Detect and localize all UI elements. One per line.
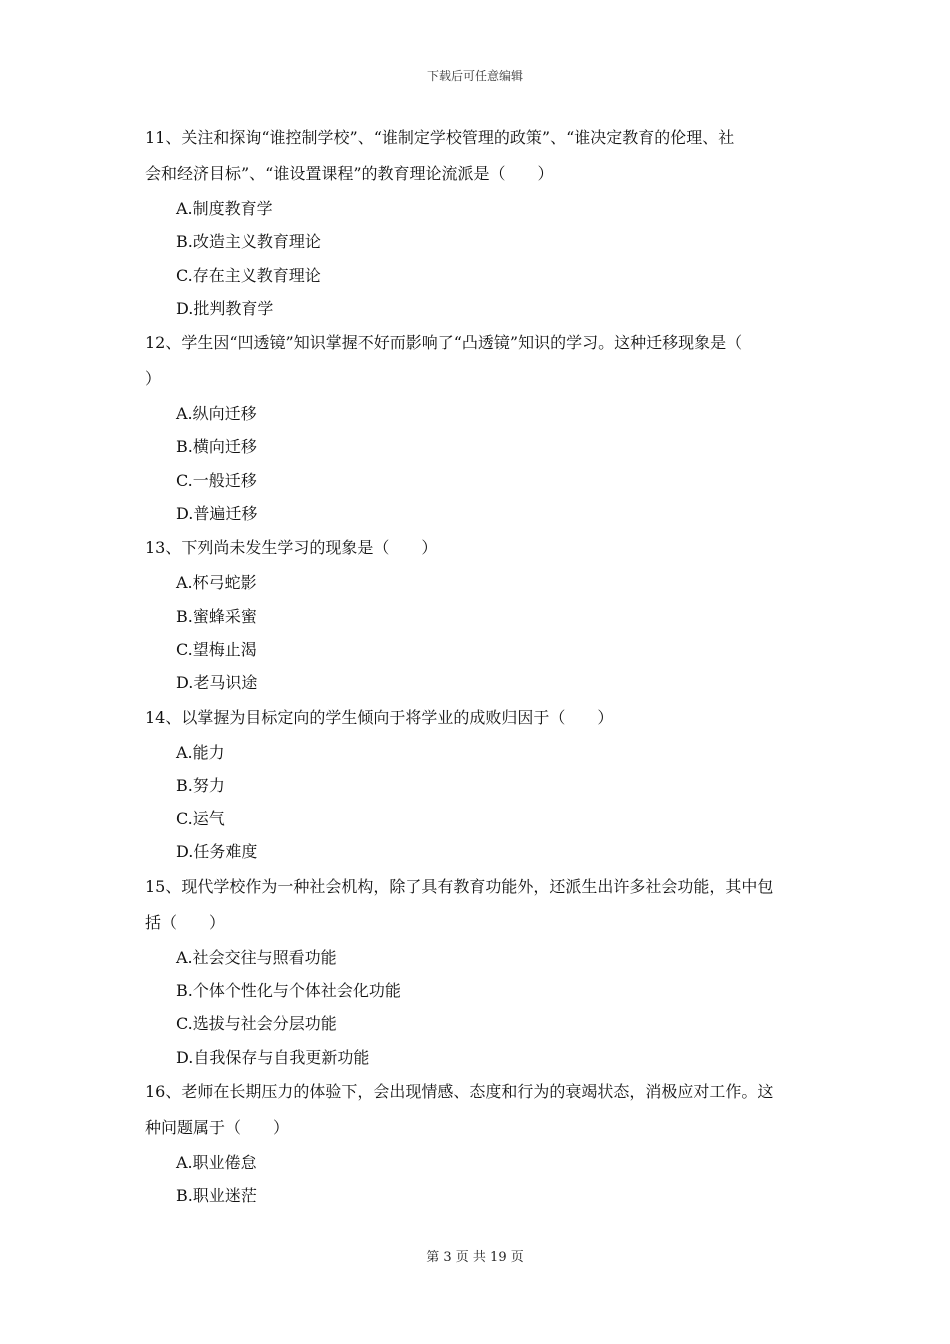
page-header: 下载后可任意编辑 [426, 69, 523, 83]
question-stem: 15、现代学校作为一种社会机构，除了具有教育功能外，还派生出许多社会功能，其中包 [145, 876, 774, 896]
option-a: A.制度教育学 [176, 199, 273, 218]
option-b: B.个体个性化与个体社会化功能 [176, 981, 401, 1001]
question-13 [145, 530, 810, 699]
option-c: C.一般迁移 [176, 470, 257, 490]
option-b: B.努力 [176, 775, 225, 795]
question-stem: 14、以掌握为目标定向的学生倾向于将学业的成败归因于（ ） [145, 707, 614, 727]
page-footer: 第 3 页 共 19 页 [426, 1250, 524, 1265]
option-a: A.杯弓蛇影 [176, 573, 257, 593]
option-c: C.运气 [176, 809, 225, 829]
option-d: D.老马识途 [176, 673, 258, 693]
option-d: D.普遍迁移 [176, 504, 258, 524]
question-stem-continued: 种问题属于（ ） [145, 1117, 290, 1137]
option-a: A.能力 [176, 742, 225, 762]
question-list [145, 120, 810, 1213]
option-c: C.选拔与社会分层功能 [176, 1014, 337, 1034]
option-a: A.纵向迁移 [176, 404, 257, 424]
option-a: A.职业倦怠 [176, 1152, 257, 1172]
option-b: B.改造主义教育理论 [176, 232, 321, 252]
option-b: B.职业迷茫 [176, 1186, 257, 1206]
option-c: C.存在主义教育理论 [176, 265, 321, 285]
question-stem-continued: ） [145, 369, 162, 389]
question-16 [145, 1074, 810, 1213]
question-12 [145, 325, 810, 530]
question-stem: 13、下列尚未发生学习的现象是（ ） [145, 538, 438, 558]
option-c: C.望梅止渴 [176, 639, 257, 659]
option-d: D.批判教育学 [176, 298, 274, 318]
question-stem: 11、关注和探询“谁控制学校”、“谁制定学校管理的政策”、“谁决定教育的伦理、社 [145, 128, 735, 147]
option-d: D.自我保存与自我更新功能 [176, 1047, 370, 1067]
question-15 [145, 869, 810, 1074]
option-d: D.任务难度 [176, 842, 258, 862]
question-14 [145, 700, 810, 869]
option-b: B.蜜蜂采蜜 [176, 606, 257, 626]
question-stem: 16、老师在长期压力的体验下，会出现情感、态度和行为的衰竭状态，消极应对工作。这 [145, 1081, 774, 1101]
question-11 [145, 120, 810, 325]
question-stem-continued: 括（ ） [145, 912, 226, 932]
option-a: A.社会交往与照看功能 [176, 947, 337, 967]
question-stem-continued: 会和经济目标”、“谁设置课程”的教育理论流派是（ ） [145, 164, 554, 183]
option-b: B.横向迁移 [176, 437, 257, 457]
question-stem: 12、学生因“凹透镜”知识掌握不好而影响了“凸透镜”知识的学习。这种迁移现象是（ [145, 333, 743, 353]
